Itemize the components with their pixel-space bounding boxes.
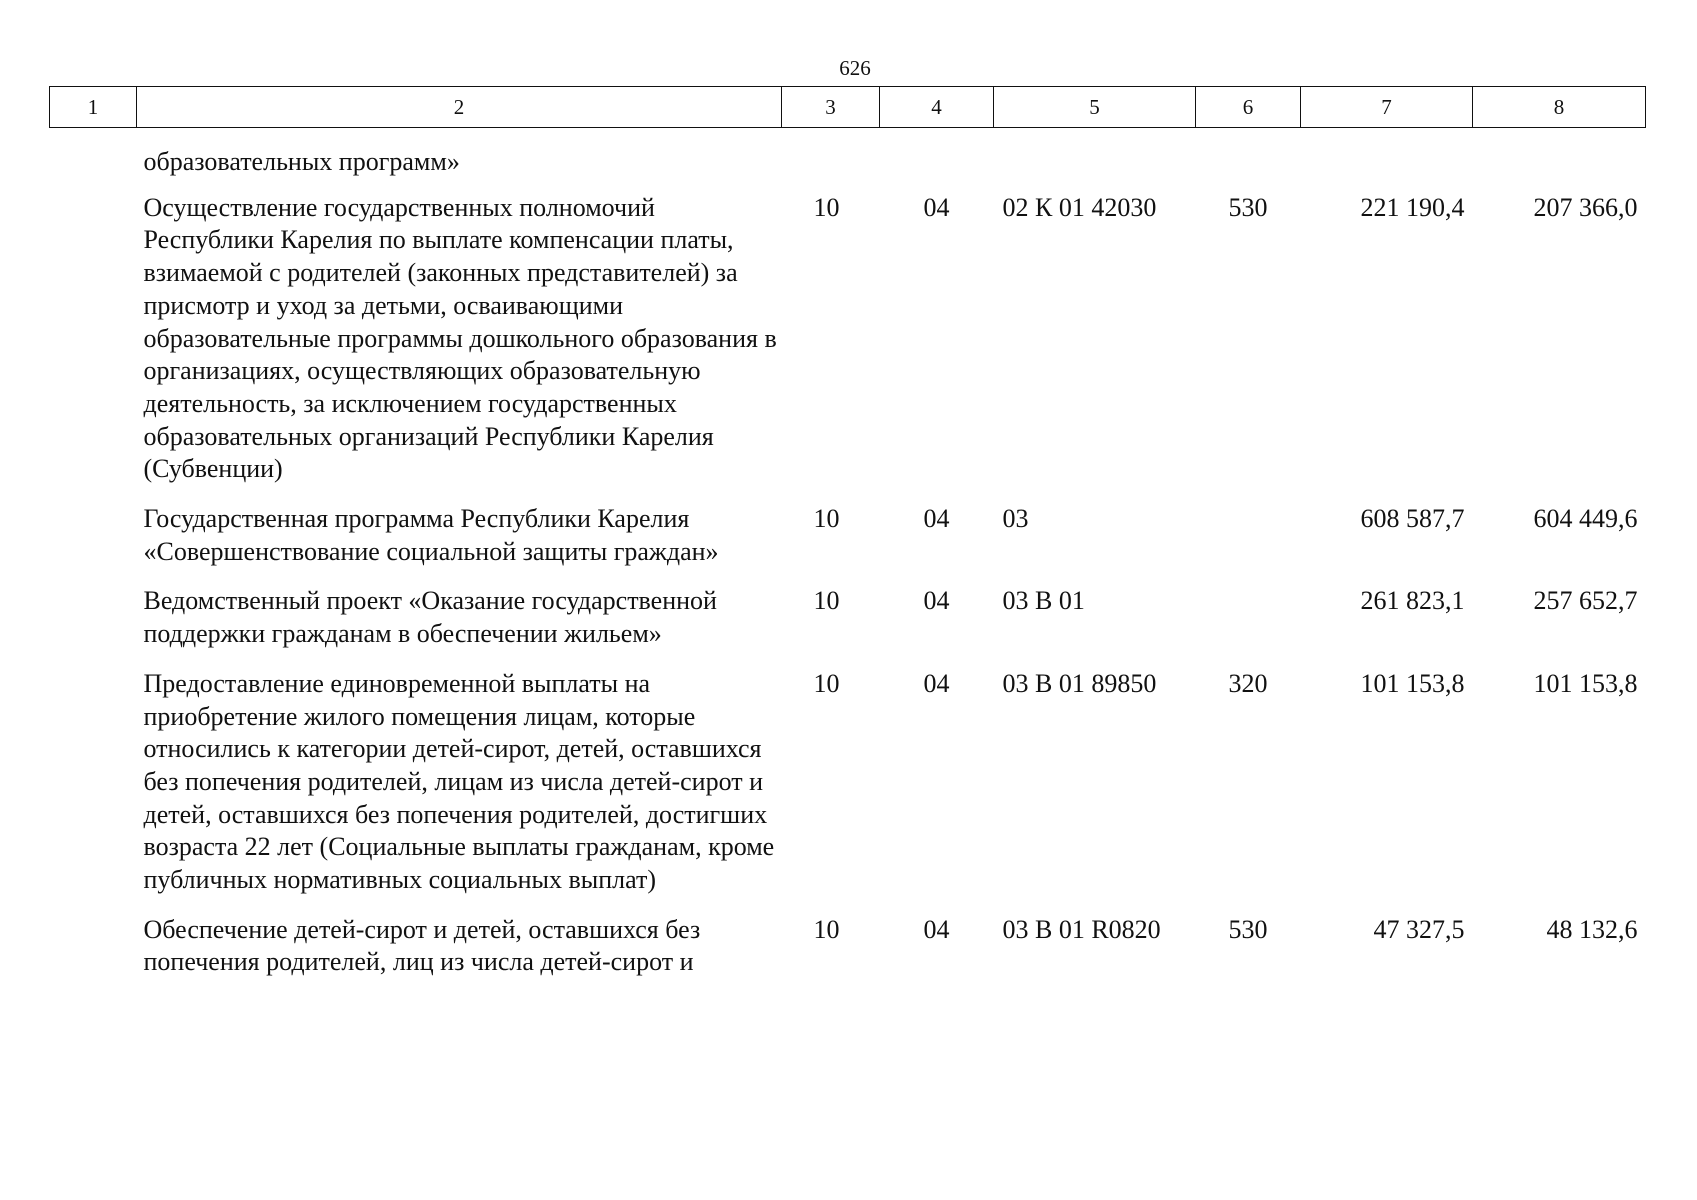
row-amount-2: 604 449,6 — [1533, 504, 1638, 534]
column-header-4: 4 — [880, 87, 994, 128]
column-header-5: 5 — [994, 87, 1196, 128]
row-section: 10 — [813, 914, 840, 944]
column-header-7: 7 — [1301, 87, 1473, 128]
row-description: образовательных программ» — [143, 147, 460, 176]
row-amount-1: 261 823,1 — [1360, 586, 1465, 616]
row-subsection: 04 — [923, 504, 950, 534]
row-amount-1 — [1301, 128, 1473, 192]
row-description: Ведомственный проект «Оказание государственной поддержки гражданам в обеспечении жильем» — [143, 586, 717, 649]
row-amount-2: 257 652,7 — [1533, 586, 1638, 616]
row-expense-type: 530 — [1228, 914, 1268, 944]
table-row — [50, 192, 1646, 503]
row-expense-type — [1196, 585, 1301, 667]
table-row — [50, 128, 1646, 192]
row-description: Государственная программа Республики Карелия «Совершенствование социальной защиты граждан» — [143, 504, 719, 566]
row-expense-type: 320 — [1228, 668, 1268, 698]
row-target-article: 02 К 01 42030 — [1002, 192, 1157, 222]
row-amount-1: 608 587,7 — [1360, 504, 1465, 534]
row-amount-2: 48 132,6 — [1546, 914, 1638, 944]
budget-table — [49, 86, 1646, 996]
row-description: Осуществление государственных полномочий Республики Карелия по выплате компенсации платы, взимаемой с родителей (законных представителей) за присмотр и уход за детьми, осваивающими образовательные программы дошкольного образования в организациях, осуществляющих образовательную деятельность, за исключением государственных образовательных организаций Республики Карелия (Субвенции) — [143, 192, 777, 484]
row-amount-2 — [1473, 128, 1646, 192]
row-subsection: 04 — [923, 914, 950, 944]
row-section: 10 — [813, 668, 840, 698]
row-target-article: 03 В 01 89850 — [1002, 668, 1157, 698]
row-expense-type — [1196, 128, 1301, 192]
row-subsection — [880, 128, 994, 192]
row-amount-1: 47 327,5 — [1373, 914, 1465, 944]
table-header — [50, 87, 1646, 128]
row-section: 10 — [813, 586, 840, 616]
row-target-article: 03 В 01 R0820 — [1002, 914, 1161, 944]
row-section: 10 — [813, 504, 840, 534]
row-target-article: 03 В 01 — [1002, 586, 1085, 616]
page-number: 626 — [839, 56, 871, 80]
column-header-6: 6 — [1196, 87, 1301, 128]
table-row — [50, 585, 1646, 667]
row-target-article — [994, 128, 1196, 192]
row-expense-type — [1196, 503, 1301, 585]
row-description: Обеспечение детей-сирот и детей, оставшихся без попечения родителей, лиц из числа детей-сирот и — [143, 914, 701, 977]
column-header-8: 8 — [1473, 87, 1646, 128]
column-header-1: 1 — [50, 87, 137, 128]
table-row — [50, 503, 1646, 585]
column-number-row — [50, 87, 1646, 128]
row-subsection: 04 — [923, 192, 950, 222]
row-description: Предоставление единовременной выплаты на приобретение жилого помещения лицам, которые относились к категории детей-сирот, детей, оставшихся без попечения родителей, лицам из числа детей-сирот и детей, оставшихся без попечения родителей, достигших возраста 22 лет (Социальные выплаты гражданам, кроме публичных нормативных социальных выплат) — [143, 668, 775, 895]
row-expense-type: 530 — [1228, 192, 1268, 222]
row-amount-2: 101 153,8 — [1533, 668, 1638, 698]
row-amount-1: 101 153,8 — [1360, 668, 1465, 698]
row-subsection: 04 — [923, 668, 950, 698]
table-row — [50, 668, 1646, 914]
row-section — [782, 128, 880, 192]
column-header-2: 2 — [137, 87, 782, 128]
column-header-3: 3 — [782, 87, 880, 128]
row-target-article: 03 — [1002, 504, 1029, 534]
row-subsection: 04 — [923, 586, 950, 616]
row-section: 10 — [813, 192, 840, 222]
row-amount-1: 221 190,4 — [1360, 192, 1465, 222]
row-amount-2: 207 366,0 — [1533, 192, 1638, 222]
table-row — [50, 914, 1646, 996]
